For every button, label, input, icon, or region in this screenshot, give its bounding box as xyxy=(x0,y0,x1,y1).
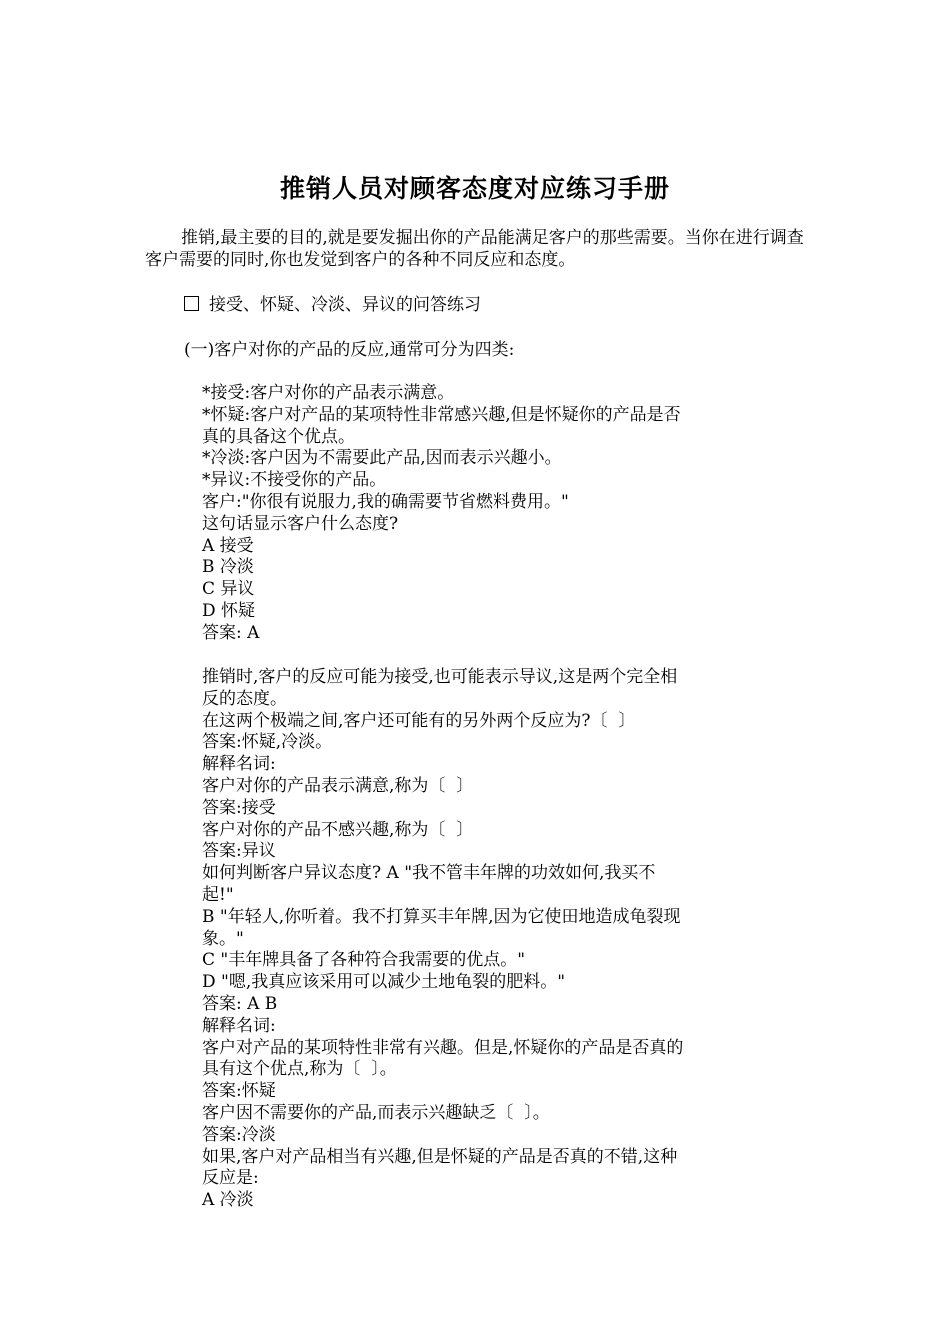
text-line: 如何判断客户异议态度? A "我不管丰年牌的功效如何,我买不 xyxy=(202,863,656,884)
text-line: 答案:冷淡 xyxy=(202,1124,276,1145)
section-heading-text: 接受、怀疑、冷淡、异议的问答练习 xyxy=(209,295,481,315)
text-line: D 怀疑 xyxy=(202,600,256,621)
text-line: 具有这个优点,称为〔 〕。 xyxy=(202,1059,397,1080)
text-line: 答案:异议 xyxy=(202,841,276,862)
text-line: D "嗯,我真应该采用可以减少土地龟裂的肥料。" xyxy=(202,972,566,993)
text-line: 解释名词: xyxy=(202,754,276,775)
text-line: 如果,客户对产品相当有兴趣,但是怀疑的产品是否真的不错,这种 xyxy=(202,1146,678,1167)
document-title: 推销人员对顾客态度对应练习手册 xyxy=(279,174,670,203)
text-line: 答案: A B xyxy=(202,993,278,1014)
text-line: *冷淡:客户因为不需要此产品,因而表示兴趣小。 xyxy=(202,448,562,469)
text-line: 解释名词: xyxy=(202,1015,276,1036)
text-line: C 异议 xyxy=(202,579,255,600)
text-line: A 接受 xyxy=(202,535,254,556)
text-line: 起!" xyxy=(202,884,234,905)
text-line: 客户因不需要你的产品,而表示兴趣缺乏〔 〕。 xyxy=(202,1102,550,1123)
text-line: 在这两个极端之间,客户还可能有的另外两个反应为?〔 〕 xyxy=(202,710,636,731)
subheading: (一)客户对你的产品的反应,通常可分为四类: xyxy=(184,340,515,360)
checkbox-icon xyxy=(184,296,199,311)
text-line: *接受:客户对你的产品表示满意。 xyxy=(202,383,455,403)
text-line: 真的具备这个优点。 xyxy=(202,426,355,447)
text-line: *异议:不接受你的产品。 xyxy=(202,470,387,491)
text-line: 答案:接受 xyxy=(202,797,276,818)
section-heading xyxy=(184,294,481,316)
text-line: B 冷淡 xyxy=(202,557,254,578)
intro-paragraph: 推销,最主要的目的,就是要发掘出你的产品能满足客户的那些需要。当你在进行调查客户需要的同时,你也发觉到客户的各种不同反应和态度。 xyxy=(145,228,804,270)
text-line: 这句话显示客户什么态度? xyxy=(202,513,399,534)
text-line: 客户:"你很有说服力,我的确需要节省燃料费用。" xyxy=(202,491,569,512)
text-line: 客户对你的产品不感兴趣,称为〔 〕 xyxy=(202,819,474,840)
quiz-block-1 xyxy=(202,383,762,645)
text-line: 答案: A xyxy=(202,622,260,643)
text-line: *怀疑:客户对产品的某项特性非常感兴趣,但是怀疑你的产品是否 xyxy=(202,404,681,425)
text-line: C "丰年牌具备了各种符合我需要的优点。" xyxy=(202,950,526,971)
quiz-block-2 xyxy=(202,667,762,1212)
text-line: 反的态度。 xyxy=(202,688,287,709)
text-line: 客户对产品的某项特性非常有兴趣。但是,怀疑你的产品是否真的 xyxy=(202,1037,684,1058)
text-line: 推销时,客户的反应可能为接受,也可能表示导议,这是两个完全相 xyxy=(202,667,678,687)
text-line: B "年轻人,你听着。我不打算买丰年牌,因为它使田地造成龟裂现 xyxy=(202,906,681,927)
text-line: 答案:怀疑 xyxy=(202,1081,276,1102)
text-line: 象。" xyxy=(202,928,244,949)
text-line: A 冷淡 xyxy=(202,1190,254,1211)
text-line: 反应是: xyxy=(202,1168,259,1189)
text-line: 答案:怀疑,冷淡。 xyxy=(202,732,333,753)
text-line: 客户对你的产品表示满意,称为〔 〕 xyxy=(202,775,474,796)
